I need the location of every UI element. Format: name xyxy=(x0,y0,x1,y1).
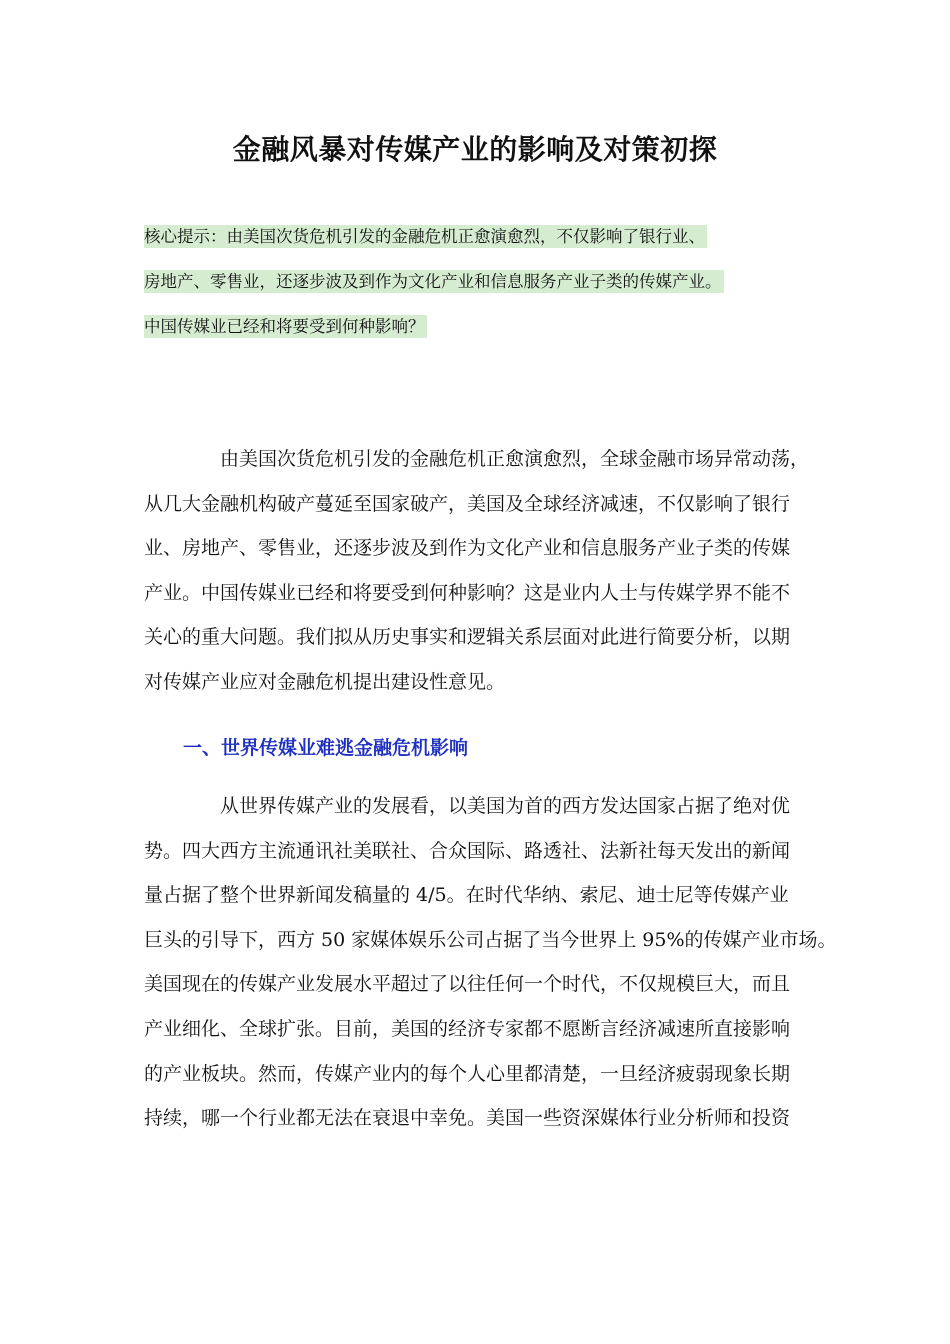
summary-line-text: 中国传媒业已经和将要受到何种影响？ xyxy=(144,317,425,336)
summary-line xyxy=(144,312,824,341)
paragraph-line: 产业。中国传媒业已经和将要受到何种影响？这是业内人士与传媒学界不能不 xyxy=(144,581,791,604)
paragraph-line: 量占据了整个世界新闻发稿量的 4/5。在时代华纳、索尼、迪士尼等传媒产业 xyxy=(144,884,789,907)
core-summary xyxy=(144,222,824,357)
paragraph-line: 从世界传媒产业的发展看，以美国为首的西方发达国家占据了绝对优 xyxy=(220,795,791,817)
paragraph-line: 的产业板块。然而，传媒产业内的每个人心里都清楚，一旦经济疲弱现象长期 xyxy=(144,1062,791,1085)
summary-line xyxy=(144,222,824,251)
paragraph-line: 产业细化、全球扩张。目前，美国的经济专家都不愿断言经济减速所直接影响 xyxy=(144,1017,791,1040)
summary-line xyxy=(144,267,824,296)
document-title: 金融风暴对传媒产业的影响及对策初探 xyxy=(232,133,718,166)
paragraph-line: 关心的重大问题。我们拟从历史事实和逻辑关系层面对此进行简要分析，以期 xyxy=(144,626,791,649)
paragraph-line: 美国现在的传媒产业发展水平超过了以往任何一个时代，不仅规模巨大，而且 xyxy=(144,973,791,996)
section1-paragraph xyxy=(144,791,837,1148)
paragraph-line: 巨头的引导下，西方 50 家媒体娱乐公司占据了当今世界上 95%的传媒产业市场。 xyxy=(144,928,837,951)
paragraph-line: 对传媒产业应对金融危机提出建设性意见。 xyxy=(144,670,506,693)
paragraph-line: 势。四大西方主流通讯社美联社、合众国际、路透社、法新社每天发出的新闻 xyxy=(144,839,791,862)
paragraph-line: 从几大金融机构破产蔓延至国家破产，美国及全球经济减速，不仅影响了银行 xyxy=(144,492,791,515)
section-heading: 一、世界传媒业难逃金融危机影响 xyxy=(183,737,469,759)
paragraph-line: 业、房地产、零售业，还逐步波及到作为文化产业和信息服务产业子类的传媒 xyxy=(144,537,791,560)
summary-line-text: 房地产、零售业，还逐步波及到作为文化产业和信息服务产业子类的传媒产业。 xyxy=(144,272,722,291)
summary-line-text: 核心提示：由美国次货危机引发的金融危机正愈演愈烈，不仅影响了银行业、 xyxy=(144,227,705,246)
paragraph-line: 由美国次货危机引发的金融危机正愈演愈烈，全球金融市场异常动荡， xyxy=(220,448,810,470)
intro-paragraph xyxy=(144,444,834,712)
paragraph-line: 持续，哪一个行业都无法在衰退中幸免。美国一些资深媒体行业分析师和投资 xyxy=(144,1107,791,1130)
